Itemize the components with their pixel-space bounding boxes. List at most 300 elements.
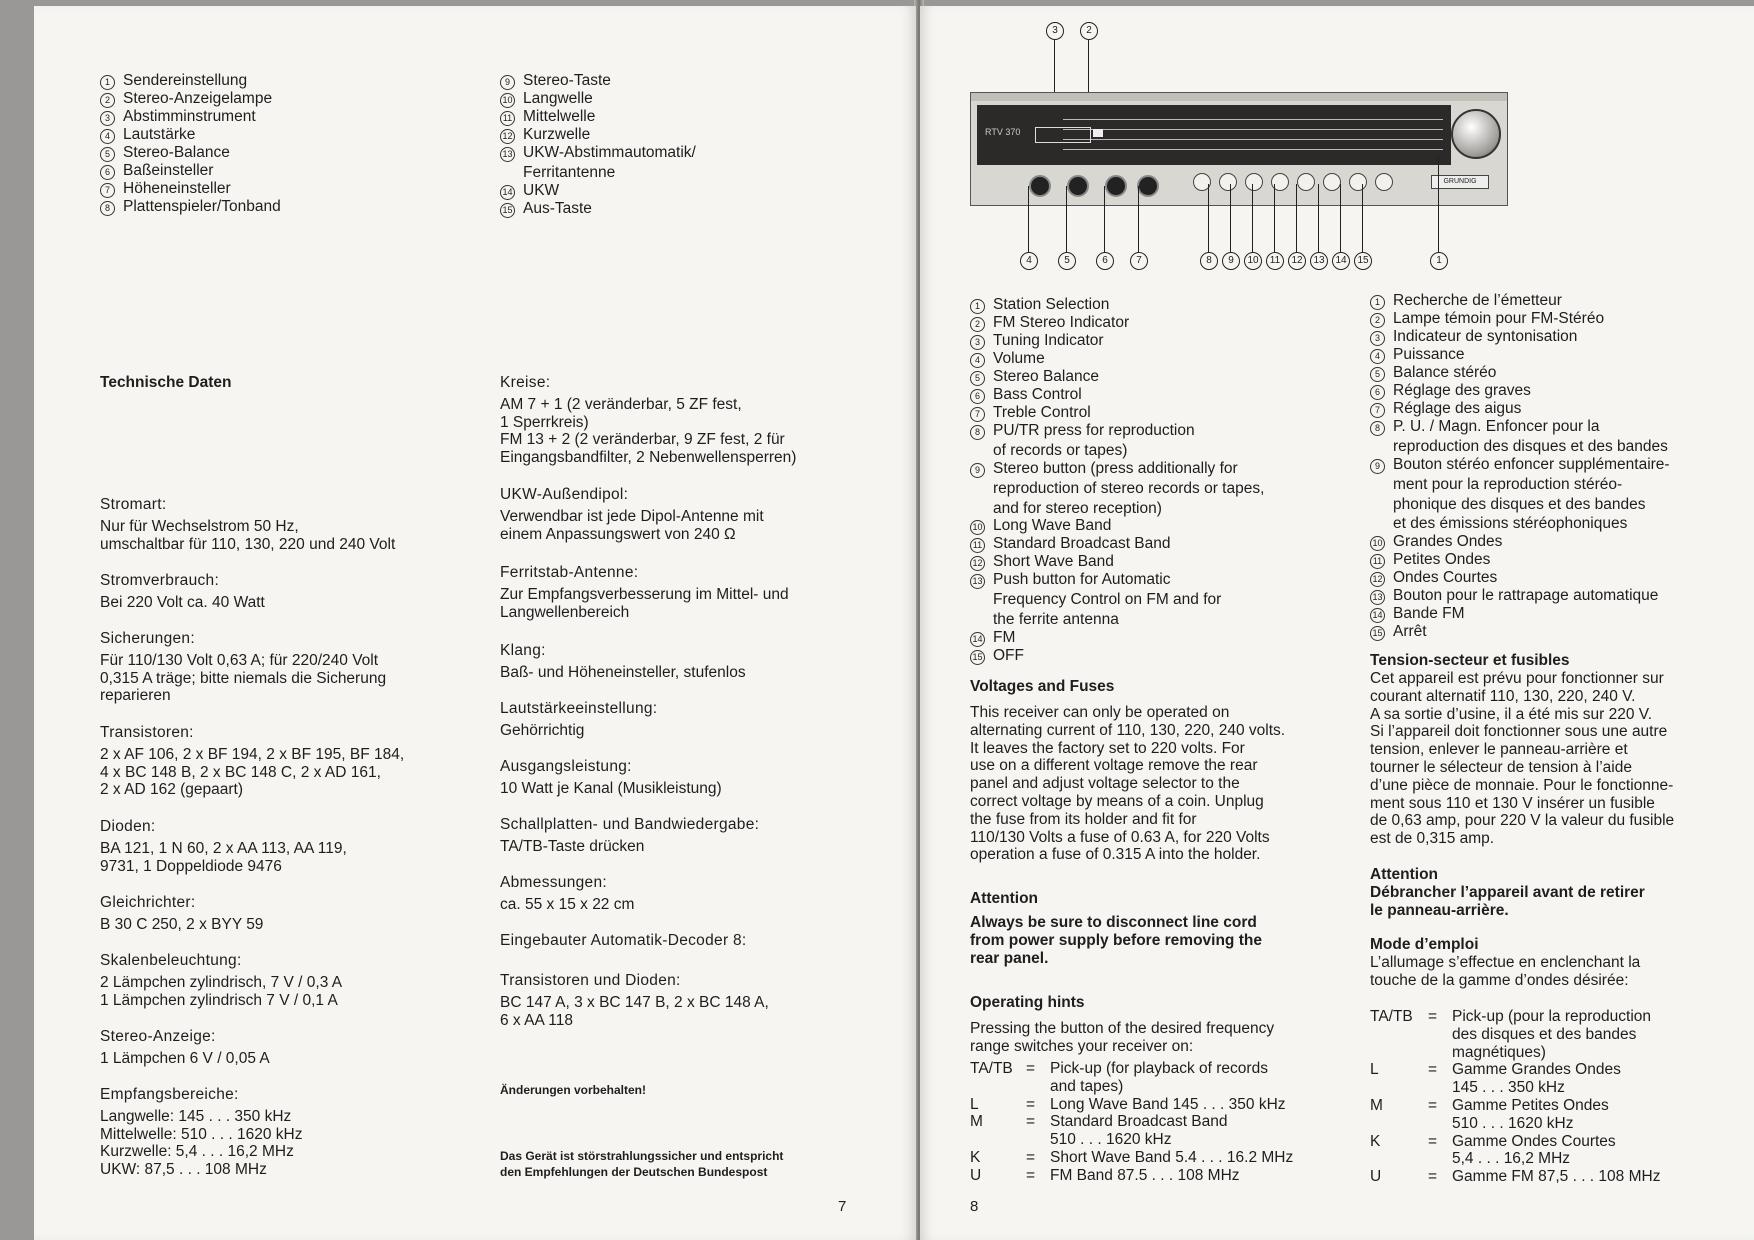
page-7 [34, 6, 916, 1240]
page-number: 7 [838, 1198, 847, 1215]
band-value: Pick-up (pour la reproduction [1452, 1008, 1652, 1025]
list-item [970, 314, 1264, 332]
item-label: Bouton stéréo enfoncer supplémentaire- [1393, 455, 1670, 473]
band-row [1370, 1168, 1660, 1186]
item-label: reproduction of stereo records or tapes, [993, 479, 1265, 497]
equals-sign: = [1026, 1148, 1036, 1166]
list-item [100, 180, 281, 198]
item-label: Ondes Courtes [1393, 569, 1498, 587]
item-label: PU/TR press for reproduction [993, 422, 1195, 439]
list-item [500, 182, 696, 200]
item-number-circle: 3 [100, 111, 115, 126]
item-number-circle: 4 [1370, 349, 1385, 364]
list-item [500, 90, 696, 108]
band-value: des disques et des bandes [1452, 1025, 1637, 1043]
text-line: Cet appareil est prévu pour fonctionner sur [1370, 670, 1664, 687]
text-line: tension, enlever le panneau-arrière et [1370, 741, 1628, 759]
band-table-fr [1370, 1008, 1660, 1186]
list-item [970, 332, 1264, 350]
item-label: Volume [993, 350, 1045, 367]
item-label: OFF [993, 646, 1024, 664]
equals-sign: = [1428, 1008, 1438, 1025]
text-line: the fuse from its holder and fit for [970, 810, 1197, 828]
band-key: L [1370, 1061, 1379, 1079]
item-number-circle: 5 [100, 147, 115, 162]
item-number-circle: 12 [970, 556, 985, 571]
text-line: 110/130 Volts a fuse of 0.63 A, for 220 Volts [970, 828, 1270, 846]
item-number-circle: 9 [970, 463, 985, 478]
text-line: use on a different voltage remove the rear [970, 757, 1258, 775]
text-line: tourner le sélecteur de tension à l’aide [1370, 758, 1632, 776]
attention-text [970, 914, 1262, 967]
list-item [970, 647, 1264, 665]
spec-empfangsbereiche: Empfangsbereiche: Langwelle: 145 . . . 350 kHz Mittelwelle: 510 . . . 1620 kHz Kurzwelle: 5,4 . . . 16,2 MHz UKW: 87,5 . . . 108 MHz [100, 1086, 303, 1179]
item-label: Petites Ondes [1393, 551, 1491, 569]
band-value: Standard Broadcast Band [1050, 1113, 1228, 1131]
band-key: L [970, 1095, 979, 1113]
text-line: Pressing the button of the desired frequency [970, 1020, 1275, 1037]
band-row [1370, 1097, 1660, 1115]
item-label: Ferritantenne [523, 164, 616, 181]
item-label: Indicateur de syntonisation [1393, 328, 1578, 345]
equals-sign: = [1026, 1060, 1036, 1077]
callout-13: 13 [1310, 252, 1328, 270]
text-line: courant alternatif 110, 130, 220, 240 V. [1370, 687, 1636, 705]
callout-leader [1252, 184, 1253, 252]
item-number-circle: 12 [500, 129, 515, 144]
list-item [970, 368, 1264, 386]
item-number-circle: 7 [970, 407, 985, 422]
item-number-circle: 13 [1370, 590, 1385, 605]
band-row [970, 1113, 1293, 1131]
callout-leader [1438, 156, 1439, 252]
item-label: UKW [523, 181, 560, 199]
text-line: from power supply before removing the [970, 931, 1262, 949]
callout-leader [1208, 184, 1209, 252]
item-label: FM Stereo Indicator [993, 314, 1130, 331]
callout-leader [1318, 184, 1319, 252]
list-item [1370, 346, 1670, 364]
item-label: Puissance [1393, 346, 1465, 363]
band-row [1370, 1008, 1660, 1026]
item-number-circle: 10 [500, 93, 515, 108]
list-item [970, 553, 1264, 571]
item-label: Stereo-Balance [123, 144, 230, 161]
tuning-indicator [1035, 127, 1091, 143]
button-12 [1297, 173, 1315, 191]
callout-15: 15 [1354, 252, 1372, 270]
text-line: ment sous 110 et 130 V insérer un fusible [1370, 794, 1655, 812]
equals-sign: = [1428, 1096, 1438, 1114]
band-row [970, 1131, 1293, 1149]
spec-stereo-anzeige: Stereo-Anzeige: 1 Lämpchen 6 V / 0,05 A [100, 1028, 270, 1067]
list-item [100, 72, 281, 90]
item-number-circle: 9 [1370, 459, 1385, 474]
list-item [970, 422, 1264, 440]
item-number-circle: 10 [1370, 536, 1385, 551]
band-value: Pick-up (for playback of records [1050, 1060, 1268, 1077]
list-item [500, 144, 696, 162]
list-item [970, 629, 1264, 647]
item-label: Stereo button (press additionally for [993, 459, 1238, 477]
item-number-circle: 2 [970, 317, 985, 332]
list-item [1370, 569, 1670, 587]
volume-knob [1029, 175, 1051, 197]
callout-leader [1066, 186, 1067, 252]
item-number-circle: 14 [970, 632, 985, 647]
callout-leader [1296, 184, 1297, 252]
item-number-circle: 6 [100, 165, 115, 180]
list-item [500, 200, 696, 218]
callout-11: 11 [1266, 252, 1284, 270]
callout-leader [1104, 186, 1105, 252]
voltages-text [970, 704, 1285, 864]
callout-2: 2 [1080, 22, 1098, 40]
band-row [1370, 1115, 1660, 1133]
list-item [970, 478, 1264, 498]
item-number-circle: 8 [970, 425, 985, 440]
item-number-circle: 11 [970, 538, 985, 553]
tension-title: Tension-secteur et fusibles [1370, 652, 1570, 669]
spec-transistoren-dioden: Transistoren und Dioden: BC 147 A, 3 x BC 147 B, 2 x BC 148 A, 6 x AA 118 [500, 972, 769, 1029]
list-item [100, 90, 281, 108]
item-label: Bass Control [993, 386, 1082, 403]
item-label: Langwelle [523, 90, 593, 107]
list-item [1370, 605, 1670, 623]
text-line: operation a fuse of 0.315 A into the holder. [970, 846, 1261, 864]
list-item [1370, 587, 1670, 605]
band-row [1370, 1150, 1660, 1168]
item-number-circle: 1 [970, 299, 985, 314]
item-label: the ferrite antenna [993, 611, 1119, 629]
callout-leader [1274, 184, 1275, 252]
text-line: A sa sortie d’usine, il a été mis sur 220 V. [1370, 705, 1653, 723]
list-item [1370, 494, 1670, 514]
item-number-circle: 13 [970, 574, 985, 589]
button-15 [1375, 173, 1393, 191]
band-row [970, 1096, 1293, 1114]
list-item [100, 126, 281, 144]
item-label: and for stereo reception) [993, 499, 1162, 517]
equals-sign: = [1026, 1166, 1036, 1184]
callout-leader [1028, 186, 1029, 252]
item-number-circle: 5 [1370, 367, 1385, 382]
callout-4: 4 [1020, 252, 1038, 270]
list-item [100, 198, 281, 216]
controls-list-de-1 [100, 72, 281, 216]
item-label: Kurzwelle [523, 126, 591, 143]
band-row [970, 1149, 1293, 1167]
item-label: Réglage des graves [1393, 382, 1531, 399]
band-value: magnétiques) [1452, 1043, 1546, 1061]
list-item [970, 535, 1264, 553]
item-label: Réglage des aigus [1393, 400, 1522, 417]
item-number-circle: 15 [1370, 626, 1385, 641]
item-number-circle: 10 [970, 520, 985, 535]
item-label: Höheneinsteller [123, 180, 231, 197]
band-value: Gamme Grandes Ondes [1452, 1061, 1621, 1079]
spec-ukw-dipol: UKW-Außendipol: Verwendbar ist jede Dipol-Antenne mit einem Anpassungswert von 240 Ω [500, 486, 764, 543]
band-value: Long Wave Band 145 . . . 350 kHz [1050, 1095, 1286, 1113]
item-label: Push button for Automatic [993, 571, 1171, 589]
callout-7: 7 [1130, 252, 1148, 270]
callout-9: 9 [1222, 252, 1240, 270]
item-number-circle: 11 [500, 111, 515, 126]
spec-schallplatten: Schallplatten- und Bandwiedergabe: TA/TB-Taste drücken [500, 816, 760, 855]
list-item [1370, 533, 1670, 551]
item-label: Plattenspieler/Tonband [123, 198, 281, 215]
fr-attention-text [1370, 884, 1645, 920]
text-line: est de 0,315 amp. [1370, 830, 1495, 848]
list-item [1370, 382, 1670, 400]
equals-sign: = [1428, 1132, 1438, 1150]
band-value: 145 . . . 350 kHz [1452, 1079, 1565, 1097]
band-value: Short Wave Band 5.4 . . . 16.2 MHz [1050, 1148, 1294, 1166]
list-item [1370, 623, 1670, 641]
item-number-circle: 14 [1370, 608, 1385, 623]
item-label: Stereo Balance [993, 368, 1099, 385]
list-item [970, 517, 1264, 535]
band-key: K [970, 1148, 981, 1166]
list-item [970, 404, 1264, 422]
voltages-title: Voltages and Fuses [970, 678, 1115, 695]
item-label: Grandes Ondes [1393, 533, 1503, 551]
list-item [1370, 328, 1670, 346]
item-label: FM [993, 628, 1016, 646]
item-label: Aus-Taste [523, 199, 592, 217]
band-value: 510 . . . 1620 kHz [1452, 1114, 1574, 1132]
list-item [100, 108, 281, 126]
list-item [500, 126, 696, 144]
item-number-circle: 5 [970, 371, 985, 386]
band-row [970, 1167, 1293, 1185]
spec-sicherungen: Sicherungen: Für 110/130 Volt 0,63 A; für 220/240 Volt 0,315 A träge; bitte niemals die Sicherung reparieren [100, 630, 387, 705]
list-item [1370, 418, 1670, 436]
item-number-circle: 12 [1370, 572, 1385, 587]
band-row [970, 1078, 1293, 1096]
item-number-circle: 7 [100, 183, 115, 198]
band-value: Gamme FM 87,5 . . . 108 MHz [1452, 1168, 1661, 1186]
item-number-circle: 6 [1370, 385, 1385, 400]
band-key: U [970, 1166, 982, 1184]
item-label: Short Wave Band [993, 553, 1114, 571]
treble-knob [1137, 175, 1159, 197]
item-number-circle: 14 [500, 185, 515, 200]
text-line: Always be sure to disconnect line cord [970, 914, 1257, 931]
item-label: UKW-Abstimmautomatik/ [523, 144, 696, 161]
text-line: de 0,63 amp, pour 220 V la valeur du fusible [1370, 812, 1675, 830]
list-item [970, 460, 1264, 478]
item-label: Abstimminstrument [123, 108, 256, 125]
item-number-circle: 1 [100, 75, 115, 90]
band-key: M [1370, 1096, 1383, 1114]
list-item [500, 108, 696, 126]
operating-hints-text [970, 1020, 1274, 1056]
bass-knob [1105, 175, 1127, 197]
spec-klang: Klang: Baß- und Höheneinsteller, stufenlos [500, 642, 746, 681]
text-line: range switches your receiver on: [970, 1037, 1194, 1055]
equals-sign: = [1026, 1095, 1036, 1113]
band-row [1370, 1061, 1660, 1079]
attention-title: Attention [970, 890, 1039, 907]
band-row [970, 1060, 1293, 1078]
equals-sign: = [1026, 1113, 1036, 1131]
text-line: This receiver can only be operated on [970, 704, 1230, 721]
band-key: M [970, 1113, 983, 1131]
operating-hints-title: Operating hints [970, 994, 1085, 1011]
band-row [1370, 1079, 1660, 1097]
callout-leader [1362, 184, 1363, 252]
item-label: Station Selection [993, 296, 1110, 313]
item-label: Sendereinstellung [123, 72, 248, 89]
fr-attention-title: Attention [1370, 866, 1439, 883]
tension-text [1370, 670, 1674, 848]
band-value: Gamme Ondes Courtes [1452, 1132, 1616, 1150]
button-10 [1245, 173, 1263, 191]
item-number-circle: 4 [100, 129, 115, 144]
callout-leader [1138, 186, 1139, 252]
receiver-panel [970, 92, 1508, 206]
item-number-circle: 9 [500, 75, 515, 90]
aenderungen-note: Änderungen vorbehalten! [500, 1083, 647, 1097]
button-14 [1349, 173, 1367, 191]
spec-stromart: Stromart: Nur für Wechselstrom 50 Hz, umschaltbar für 110, 130, 220 und 240 Volt [100, 496, 396, 553]
item-label: Tuning Indicator [993, 332, 1104, 349]
balance-knob [1067, 175, 1089, 197]
text-line: panel and adjust voltage selector to the [970, 775, 1240, 793]
band-table-en [970, 1060, 1293, 1185]
controls-list-en [970, 296, 1264, 665]
callout-3: 3 [1046, 22, 1064, 40]
list-item [1370, 292, 1670, 310]
text-line: Si l’appareil doit fonctionner sous une autre [1370, 723, 1668, 741]
spec-kreise: Kreise: AM 7 + 1 (2 veränderbar, 5 ZF fest, 1 Sperrkreis) FM 13 + 2 (2 veränderbar, 9 ZF fest, 2 für Eingangsbandfilter, 2 Nebenwellensperren) [500, 374, 797, 467]
spec-stromverbrauch: Stromverbrauch: Bei 220 Volt ca. 40 Watt [100, 572, 265, 611]
list-item [970, 609, 1264, 629]
controls-list-de-2 [500, 72, 696, 218]
list-item [1370, 456, 1670, 474]
text-line: correct voltage by means of a coin. Unplug [970, 792, 1264, 810]
list-item [970, 589, 1264, 609]
band-key: TA/TB [1370, 1008, 1413, 1025]
page-number: 8 [970, 1198, 979, 1215]
list-item [1370, 513, 1670, 533]
item-label: Bouton pour le rattrapage automatique [1393, 587, 1659, 605]
list-item [1370, 310, 1670, 328]
item-label: ment pour la reproduction stéréo- [1393, 475, 1623, 493]
band-value: 510 . . . 1620 kHz [1050, 1131, 1172, 1149]
station-selection-knob [1451, 109, 1501, 159]
list-item [500, 72, 696, 90]
controls-list-fr [1370, 292, 1670, 641]
spec-decoder: Eingebauter Automatik-Decoder 8: [500, 932, 747, 949]
list-item [500, 162, 696, 182]
item-number-circle: 7 [1370, 403, 1385, 418]
spec-lautstaerke: Lautstärkeeinstellung: Gehörrichtig [500, 700, 658, 739]
item-label: Stereo-Anzeigelampe [123, 90, 273, 107]
text-line: alternating current of 110, 130, 220, 240 volts. [970, 721, 1286, 739]
callout-10: 10 [1244, 252, 1262, 270]
item-label: Mittelwelle [523, 108, 596, 125]
item-number-circle: 8 [100, 201, 115, 216]
list-item [100, 162, 281, 180]
item-label: Lautstärke [123, 126, 196, 143]
list-item [1370, 364, 1670, 382]
band-key: U [1370, 1168, 1382, 1186]
equals-sign: = [1428, 1061, 1438, 1079]
item-number-circle: 15 [970, 650, 985, 665]
button-9 [1219, 173, 1237, 191]
list-item [1370, 400, 1670, 418]
band-value: 5,4 . . . 16,2 MHz [1452, 1150, 1571, 1168]
text-line: touche de la gamme d’ondes désirée: [1370, 971, 1629, 989]
text-line: It leaves the factory set to 220 volts. For [970, 739, 1245, 757]
item-number-circle: 8 [1370, 421, 1385, 436]
item-label: Long Wave Band [993, 517, 1112, 535]
list-item [1370, 474, 1670, 494]
mode-text [1370, 954, 1640, 990]
band-key: TA/TB [970, 1060, 1013, 1077]
callout-5: 5 [1058, 252, 1076, 270]
callout-12: 12 [1288, 252, 1306, 270]
callout-leader [1230, 184, 1231, 252]
spec-abmessungen: Abmessungen: ca. 55 x 15 x 22 cm [500, 874, 635, 913]
list-item [970, 498, 1264, 518]
list-item [970, 296, 1264, 314]
spec-skalenbeleuchtung: Skalenbeleuchtung: 2 Lämpchen zylindrisch, 7 V / 0,3 A 1 Lämpchen zylindrisch 7 V / 0,1 A [100, 952, 343, 1009]
band-row [1370, 1044, 1660, 1062]
text-line: Débrancher l’appareil avant de retirer [1370, 884, 1645, 901]
band-value: and tapes) [1050, 1077, 1124, 1095]
mode-title: Mode d’emploi [1370, 936, 1479, 953]
callout-14: 14 [1332, 252, 1350, 270]
item-label: Frequency Control on FM and for [993, 591, 1222, 609]
item-label: phonique des disques et des bandes [1393, 495, 1646, 513]
item-number-circle: 13 [500, 147, 515, 162]
item-number-circle: 2 [100, 93, 115, 108]
item-number-circle: 3 [1370, 331, 1385, 346]
spec-gleichrichter: Gleichrichter: B 30 C 250, 2 x BYY 59 [100, 894, 264, 933]
stereo-indicator-lamp [1093, 129, 1103, 137]
item-label: Recherche de l’émetteur [1393, 292, 1562, 309]
item-label: Baßeinsteller [123, 162, 214, 179]
spec-ausgangsleistung: Ausgangsleistung: 10 Watt je Kanal (Musikleistung) [500, 758, 722, 797]
callout-1: 1 [1430, 252, 1448, 270]
spec-dioden: Dioden: BA 121, 1 N 60, 2 x AA 113, AA 119, 9731, 1 Doppeldiode 9476 [100, 818, 347, 875]
page-8 [920, 6, 1754, 1240]
equals-sign: = [1428, 1168, 1438, 1186]
item-label: of records or tapes) [993, 442, 1128, 459]
item-label: Stereo-Taste [523, 72, 611, 89]
item-label: Arrêt [1393, 623, 1427, 641]
item-label: et des émissions stéréophoniques [1393, 515, 1628, 533]
list-item [1370, 436, 1670, 456]
item-number-circle: 6 [970, 389, 985, 404]
item-label: Standard Broadcast Band [993, 535, 1171, 553]
spec-transistoren: Transistoren: 2 x AF 106, 2 x BF 194, 2 x BF 195, BF 184, 4 x BC 148 B, 2 x BC 148 C, 2 x AD 161, 2 x AD 162 (gepaart) [100, 724, 405, 799]
item-number-circle: 1 [1370, 295, 1385, 310]
item-number-circle: 15 [500, 203, 515, 218]
callout-8: 8 [1200, 252, 1218, 270]
item-label: reproduction des disques et des bandes [1393, 438, 1668, 455]
list-item [970, 571, 1264, 589]
item-number-circle: 2 [1370, 313, 1385, 328]
brand-logo: GRUNDIG [1431, 175, 1489, 189]
list-item [970, 350, 1264, 368]
band-row [1370, 1026, 1660, 1044]
list-item [100, 144, 281, 162]
item-number-circle: 4 [970, 353, 985, 368]
